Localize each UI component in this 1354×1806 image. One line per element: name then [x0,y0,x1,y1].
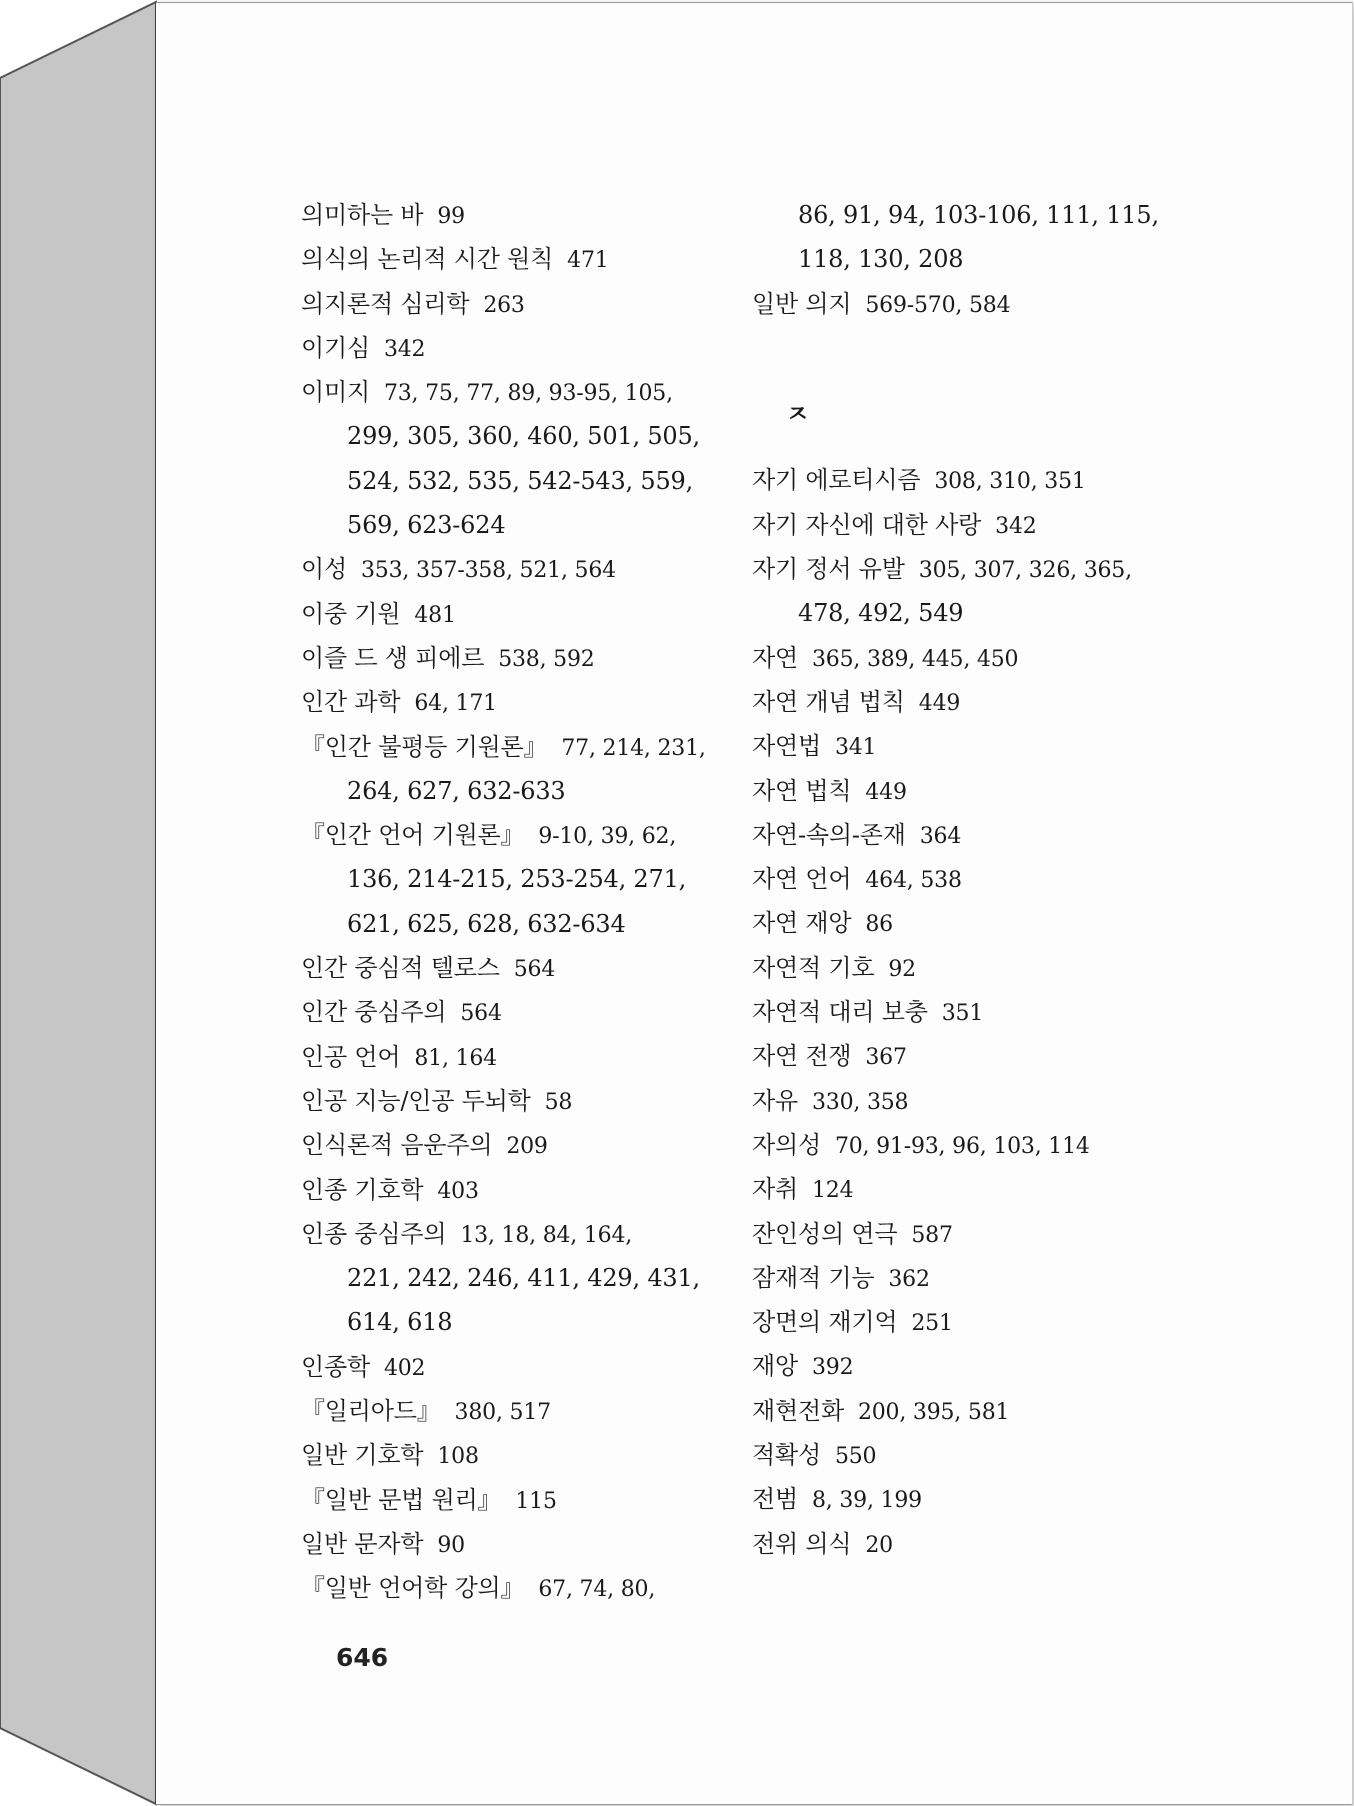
index-entry [752,1300,1192,1344]
index-entry-pages: 569, 623-624 [347,511,506,540]
index-entry-pages: 380, 517 [454,1400,551,1426]
index-entry [752,1079,1192,1123]
index-entry-pages: 587 [911,1222,953,1248]
index-entry-term: 자연 재앙 [752,909,852,938]
index-entry-pages: 81, 164 [414,1045,497,1071]
index-entry-pages: 13, 18, 84, 164, [460,1222,633,1248]
index-entry-pages: 614, 618 [347,1308,453,1337]
index-entry-pages: 118, 130, 208 [798,245,964,274]
index-entry-pages: 263 [483,292,525,318]
index-entry-pages: 449 [865,779,907,805]
index-entry-continuation [301,1256,741,1300]
index-entry-pages: 569-570, 584 [865,292,1011,318]
index-entry-pages: 305, 307, 326, 365, [918,558,1132,584]
index-entry-pages: 403 [437,1178,479,1204]
index-entry-pages: 621, 625, 628, 632-634 [347,909,626,938]
index-entry-term: 인종학 [301,1352,370,1381]
index-entry-pages: 251 [911,1311,953,1337]
index-entry [752,1433,1192,1477]
index-entry-term: 자기 에로티시즘 [752,466,921,495]
index-entry [301,547,741,591]
index-entry-continuation [752,591,1192,635]
index-entry-term: 이성 [301,555,347,584]
index-entry [752,1389,1192,1433]
index-entry [301,1035,741,1079]
index-entry-term: 자연 개념 법칙 [752,687,905,716]
index-entry-continuation [752,237,1192,281]
index-entry-term: 인간 중심적 텔로스 [301,954,500,983]
index-entry [752,990,1192,1034]
section-gap [752,436,1192,458]
index-entry-pages: 364 [919,823,962,849]
index-entry [301,1433,741,1477]
index-entry-pages: 365, 389, 445, 450 [811,646,1019,672]
index-entry [752,1167,1192,1211]
index-entry-term: 이미지 [301,378,370,407]
index-entry-pages: 449 [918,690,961,716]
index-entry-term: 의미하는 바 [301,201,424,229]
index-entry-term: 이기심 [301,333,370,362]
index-entry-term: 적확성 [752,1441,821,1470]
index-entry-pages: 9-10, 39, 62, [538,824,677,850]
index-entry-pages: 550 [834,1444,877,1470]
index-entry [752,547,1192,591]
index-entry-term: 이중 기원 [301,599,401,628]
index-entry-pages: 464, 538 [865,868,962,894]
index-entry-term: 『인간 불평등 기원론』 [301,732,548,761]
index-entry-pages: 209 [506,1134,548,1160]
index-entry [301,237,741,281]
section-gap [752,326,1192,370]
index-entry-pages: 342 [995,513,1037,539]
index-entry-pages: 124 [811,1178,854,1204]
index-entry-pages: 341 [834,735,877,761]
index-entry-term: 일반 기호학 [301,1441,424,1470]
index-entry-pages: 330, 358 [811,1089,909,1115]
index-entry-term: 『일반 언어학 강의』 [301,1574,525,1603]
index-entry [301,1478,741,1522]
index-entry-pages: 58 [544,1089,573,1115]
index-entry-pages: 73, 75, 77, 89, 93-95, 105, [383,381,673,407]
index-entry-term: 인공 언어 [301,1042,401,1071]
index-entry-pages: 342 [383,336,426,362]
index-entry-pages: 564 [513,957,556,983]
index-entry-pages: 20 [865,1532,893,1558]
index-entry [301,946,741,990]
index-entry [301,990,741,1034]
index-entry-pages: 367 [865,1045,907,1071]
index-entry [752,282,1192,326]
index-entry-pages: 392 [811,1355,854,1381]
index-entry-term: 전범 [752,1485,798,1514]
book-page [156,2,1353,1805]
index-entry-term: 자기 자신에 대한 사랑 [752,510,982,539]
index-entry-pages: 353, 357-358, 521, 564 [360,558,616,584]
index-entry-pages: 90 [437,1532,465,1558]
section-heading-letter: ㅈ [786,400,810,429]
index-entry-term: 인공 지능/인공 두뇌학 [301,1086,531,1115]
index-entry [752,946,1192,990]
index-entry-term: 인종 기호학 [301,1175,424,1204]
index-entry-term: 『인간 언어 기원론』 [301,821,525,850]
index-entry-term: 재현전화 [752,1396,844,1425]
index-entry-pages: 77, 214, 231, [561,735,706,761]
index-entry-term: 『일리아드』 [301,1397,441,1426]
index-entry-term: 자연 전쟁 [752,1042,852,1071]
index-column-left [301,193,741,1611]
index-entry [752,636,1192,680]
index-entry-term: 의지론적 심리학 [301,289,470,318]
index-entry-term: 자연 언어 [752,865,852,894]
index-entry [301,370,741,414]
index-entry-pages: 524, 532, 535, 542-543, 559, [347,466,694,495]
index-entry-term: 자연적 대리 보충 [752,998,928,1027]
index-entry-pages: 64, 171 [414,691,497,717]
index-entry [301,282,741,326]
index-entry-term: 자취 [752,1175,798,1204]
index-entry [752,1344,1192,1388]
index-entry [301,1566,741,1610]
index-entry [301,1522,741,1566]
index-entry [752,1522,1192,1566]
index-entry [752,1034,1192,1078]
index-entry-pages: 115 [515,1488,557,1514]
index-entry [301,1345,741,1389]
index-entry-pages: 70, 91-93, 96, 103, 114 [834,1133,1090,1159]
index-entry [301,725,741,769]
index-entry-term: 이즐 드 생 피에르 [301,643,485,672]
index-entry-term: 전위 의식 [752,1529,852,1558]
index-entry-term: 의식의 논리적 시간 원칙 [301,245,554,274]
index-entry-pages: 299, 305, 360, 460, 501, 505, [347,422,700,451]
index-entry-term: 자의성 [752,1130,821,1159]
index-entry-term: 인간 중심주의 [301,998,447,1027]
index-entry-continuation [301,503,741,547]
index-entry-pages: 481 [414,602,456,628]
index-entry [752,1123,1192,1167]
index-entry [301,813,741,857]
index-entry-pages: 86 [865,912,893,938]
index-entry-pages: 92 [888,956,916,982]
index-entry [752,901,1192,945]
index-entry-term: 『일반 문법 원리』 [301,1485,502,1514]
index-entry [301,592,741,636]
index-entry-pages: 351 [941,1001,984,1027]
index-entry [752,503,1192,547]
index-entry-continuation [752,193,1192,237]
index-entry [301,1168,741,1212]
index-entry [301,1079,741,1123]
index-entry [752,769,1192,813]
index-entry-pages: 200, 395, 581 [857,1399,1010,1425]
index-entry-pages: 108 [437,1444,479,1470]
index-entry-term: 자연 [752,643,798,672]
index-entry [752,1477,1192,1521]
index-entry-pages: 86, 91, 94, 103-106, 111, 115, [798,201,1159,229]
index-entry-term: 인간 과학 [301,688,401,717]
index-entry-term: 자연적 기호 [752,953,875,982]
index-entry-term: 잠재적 기능 [752,1263,875,1292]
index-entry [752,458,1192,502]
index-entry-term: 자연 법칙 [752,776,852,805]
index-entry-term: 자유 [752,1086,798,1115]
index-entry [301,193,741,237]
index-entry-term: 인식론적 음운주의 [301,1131,493,1160]
index-entry-term: 잔인성의 연극 [752,1219,898,1248]
index-entry [752,813,1192,857]
index-entry-pages: 308, 310, 351 [934,469,1086,495]
index-entry-continuation [301,1300,741,1344]
index-entry-continuation [301,459,741,503]
index-entry-continuation [301,414,741,458]
index-entry-pages: 402 [383,1355,426,1381]
index-entry-term: 재앙 [752,1352,798,1381]
index-entry [752,1212,1192,1256]
index-entry-continuation [301,902,741,946]
index-entry-term: 인종 중심주의 [301,1219,447,1248]
index-entry-continuation [301,857,741,901]
index-entry-pages: 538, 592 [498,646,595,672]
index-entry [301,1212,741,1256]
index-entry [301,680,741,724]
index-entry-pages: 264, 627, 632-633 [347,776,566,805]
index-entry-term: 자기 정서 유발 [752,555,905,584]
section-gap [752,370,1192,392]
index-entry-term: 장면의 재기억 [752,1308,898,1337]
index-entry-pages: 8, 39, 199 [811,1488,922,1514]
index-entry [301,1389,741,1433]
index-entry-pages: 362 [888,1266,930,1292]
index-entry [752,857,1192,901]
index-column-right [752,193,1192,1566]
index-entry-pages: 221, 242, 246, 411, 429, 431, [347,1264,700,1293]
index-entry-term: 자연-속의-존재 [752,820,906,849]
index-entry [301,1123,741,1167]
index-entry-term: 일반 문자학 [301,1529,424,1558]
index-entry [301,636,741,680]
index-entry-pages: 99 [437,204,465,229]
index-entry-pages: 471 [567,248,609,274]
index-entry [752,724,1192,768]
index-entry-pages: 478, 492, 549 [798,599,964,628]
index-entry-continuation [301,769,741,813]
index-entry-pages: 564 [460,1001,502,1027]
index-entry [752,680,1192,724]
page-number: 646 [336,1643,389,1672]
index-entry-pages: 67, 74, 80, [538,1577,656,1603]
index-entry-pages: 136, 214-215, 253-254, 271, [347,865,687,894]
index-entry [752,1256,1192,1300]
index-entry-term: 자연법 [752,732,821,761]
index-entry [301,326,741,370]
index-entry-term: 일반 의지 [752,289,852,318]
